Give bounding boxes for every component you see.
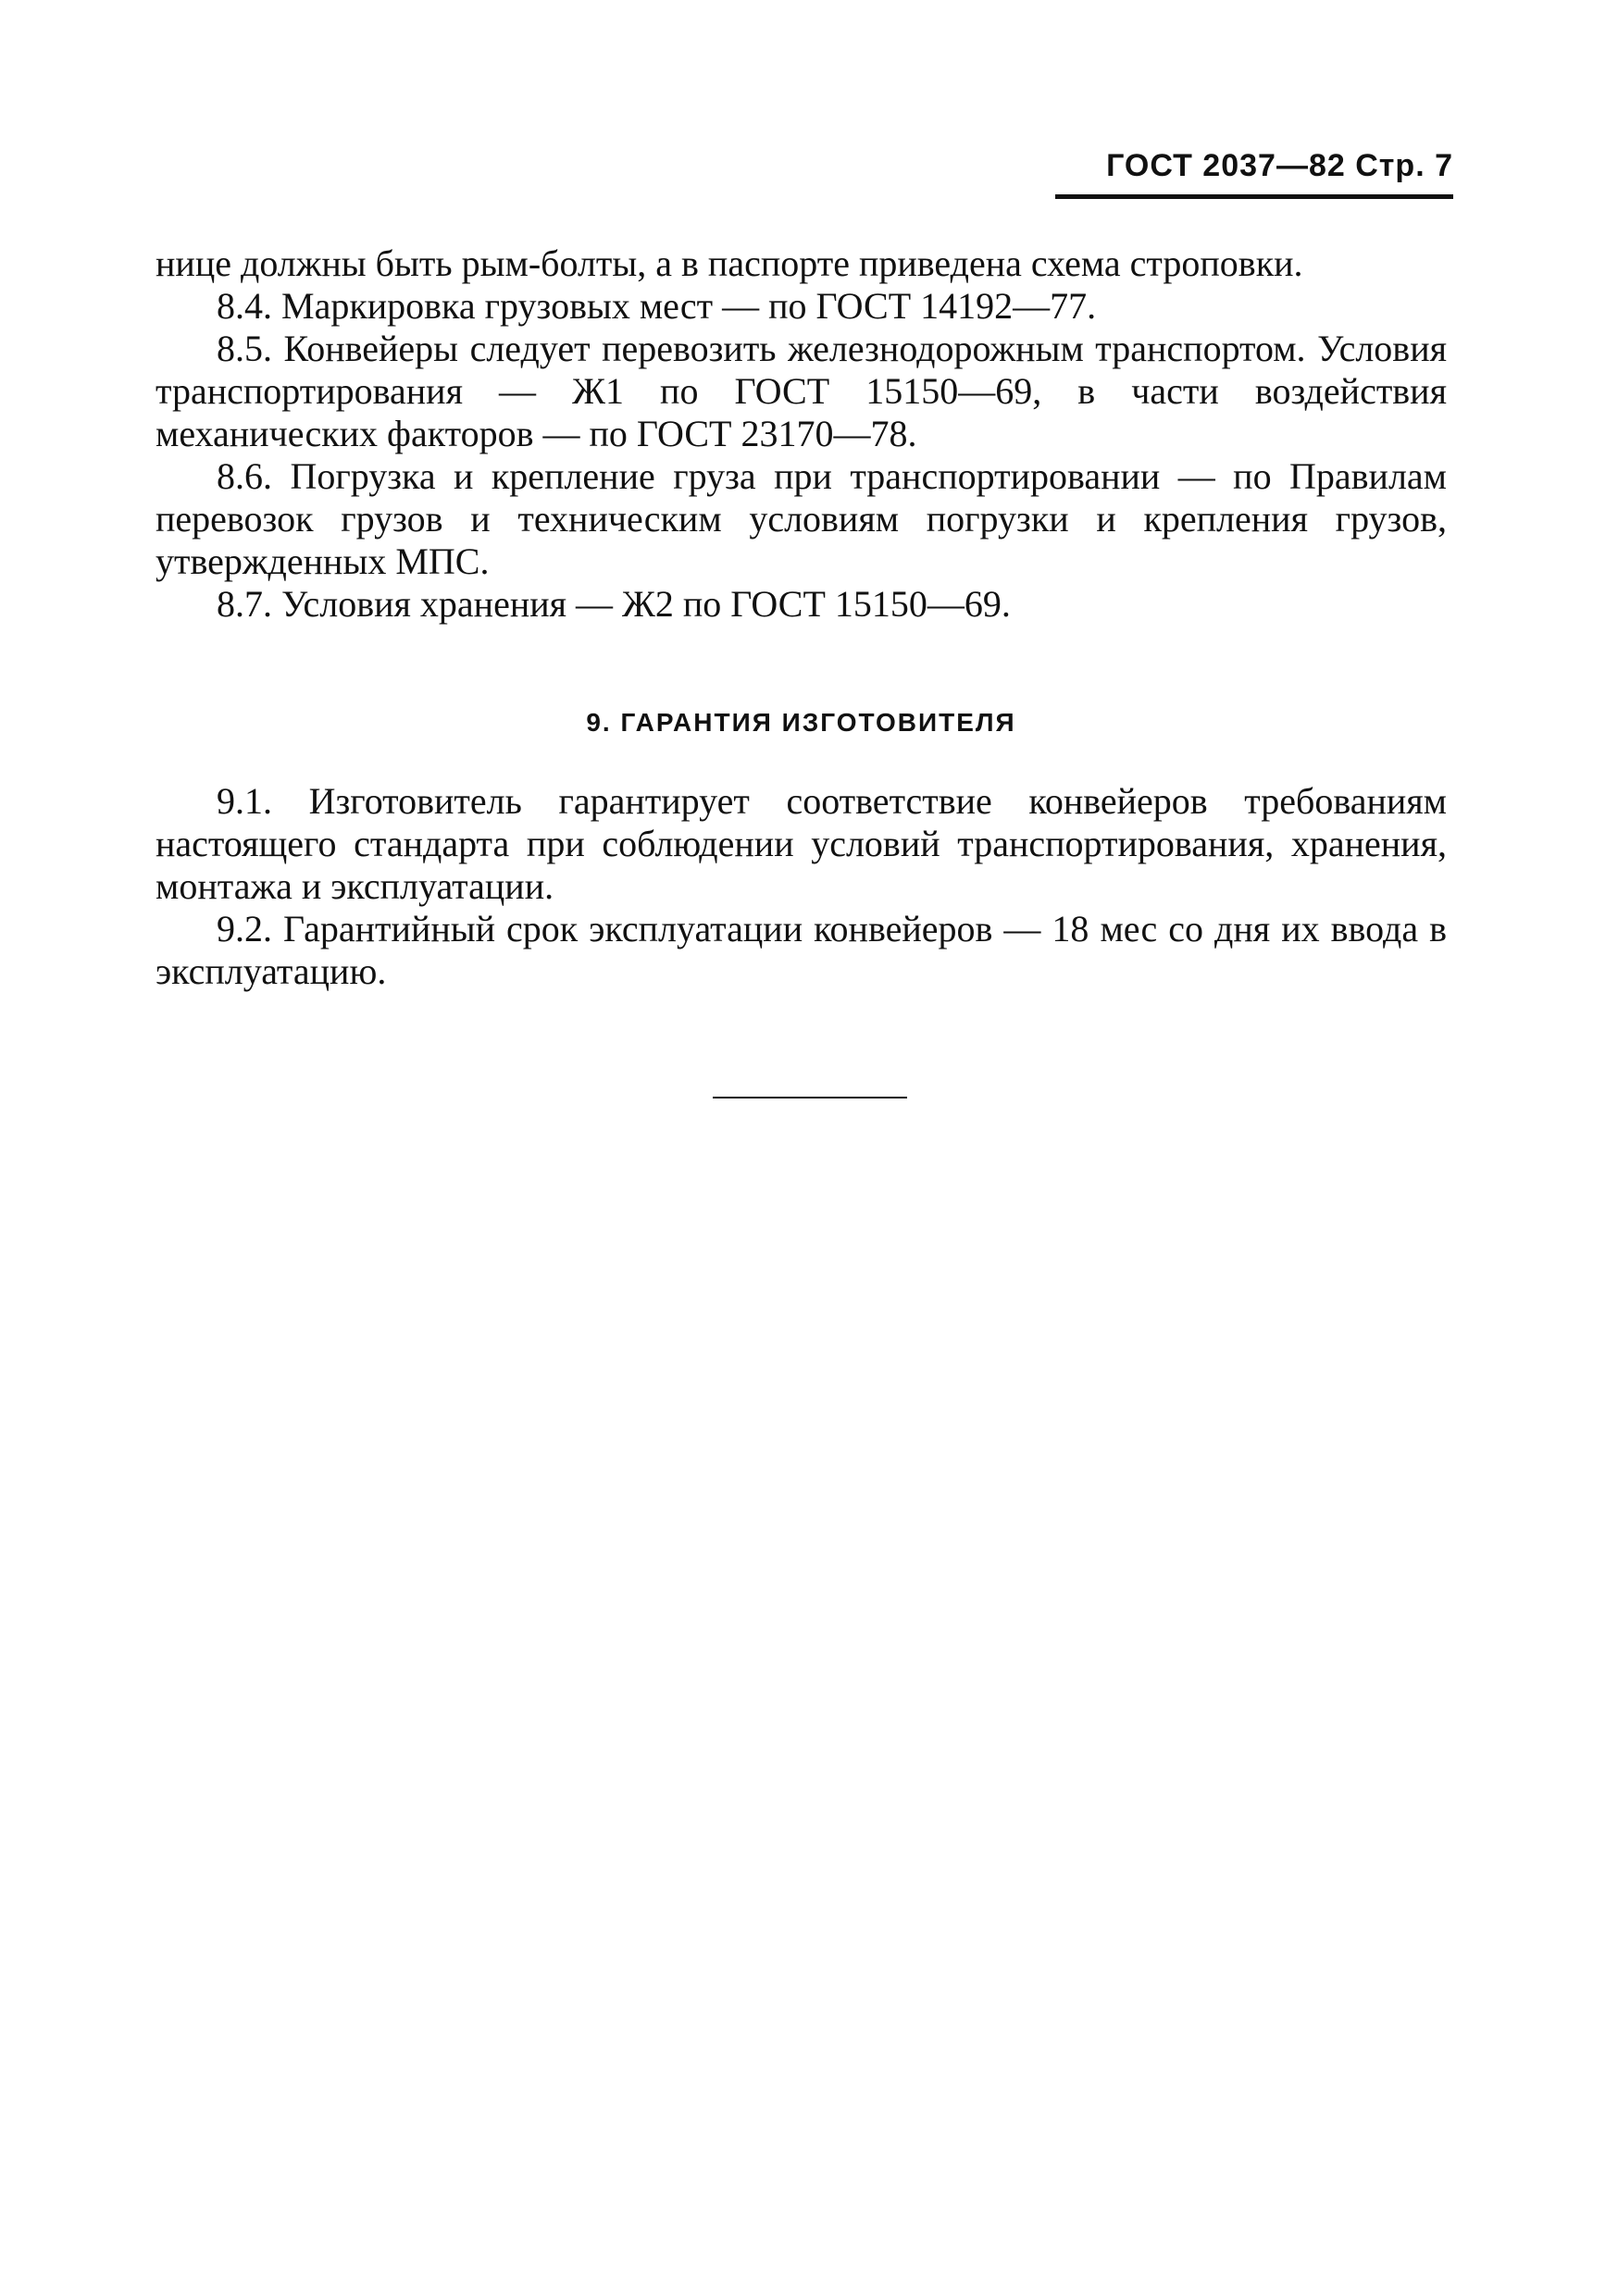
paragraph-8-6: 8.6. Погрузка и крепление груза при транспортировании — по Правилам перевозок грузов и техническим условиям погрузки и крепления грузов, утвержденных МПС.	[156, 455, 1447, 582]
continuation-paragraph: нице должны быть рым-болты, а в паспорте приведена схема строповки.	[156, 242, 1303, 284]
section-9-heading: 9. ГАРАНТИЯ ИЗГОТОВИТЕЛЯ	[586, 708, 1016, 737]
standard-number: ГОСТ 2037—82	[1106, 148, 1346, 183]
paragraph-8-7: 8.7. Условия хранения — Ж2 по ГОСТ 15150—69.	[217, 583, 1011, 625]
paragraph-8-4: 8.4. Маркировка грузовых мест — по ГОСТ 14192—77.	[217, 285, 1097, 327]
section-8-text	[156, 242, 1447, 626]
paragraph-9-1: 9.1. Изготовитель гарантирует соответствие конвейеров требованиям настоящего стандарта при соблюдении условий транспортирования, хранения, монтажа и эксплуатации.	[156, 780, 1447, 907]
header-rule	[1055, 194, 1453, 199]
page-header	[1055, 148, 1453, 184]
paragraph-9-2: 9.2. Гарантийный срок эксплуатации конвейеров — 18 мес со дня их ввода в эксплуатацию.	[156, 908, 1447, 992]
paragraph-8-5: 8.5. Конвейеры следует перевозить железнодорожным транспортом. Условия транспортирования — Ж1 по ГОСТ 15150—69, в части воздействия механических факторов — по ГОСТ 23170—78.	[156, 328, 1447, 454]
page-number: Стр. 7	[1355, 148, 1453, 183]
section-9-text	[156, 780, 1447, 993]
end-of-text-rule	[713, 1097, 907, 1098]
